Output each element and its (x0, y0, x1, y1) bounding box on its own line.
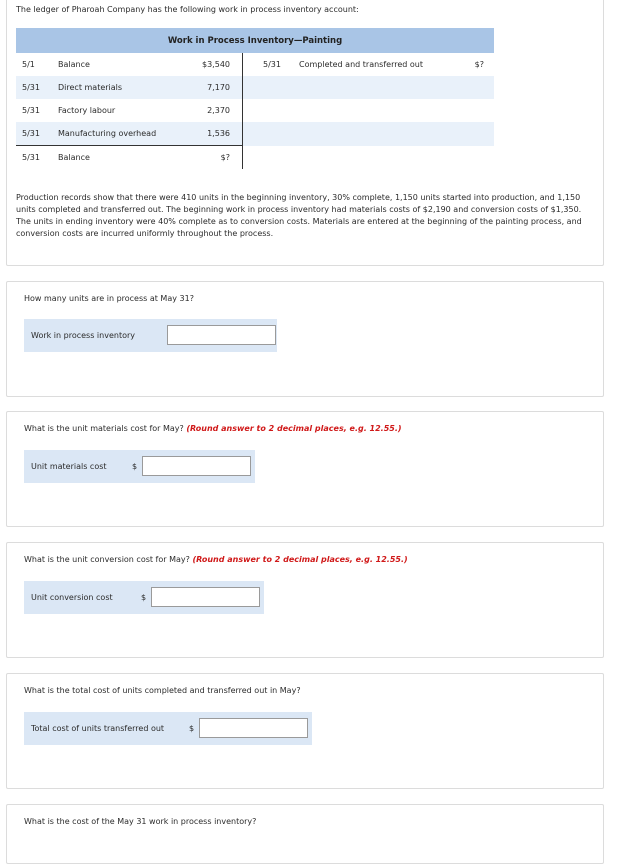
question-prompt: What is the total cost of units completed and transferred out in May? (24, 686, 301, 695)
debit-date: 5/1 (22, 60, 35, 69)
credit-date (243, 76, 299, 99)
credit-amount: $? (474, 60, 484, 69)
debit-desc: Factory labour (58, 106, 116, 115)
debit-desc: Balance (58, 146, 178, 170)
debit-amount: $3,540 (202, 60, 230, 69)
question-text (24, 686, 301, 695)
unit-materials-cost-input[interactable] (142, 456, 251, 476)
debit-amount: 1,536 (178, 122, 243, 146)
debit-desc: Balance (58, 60, 90, 69)
question-text (24, 424, 402, 433)
intro-title: The ledger of Pharoah Company has the following work in process inventory account: (16, 5, 359, 14)
question-prompt: What is the cost of the May 31 work in process inventory? (24, 817, 257, 826)
question-card-ending-wip-cost (6, 804, 604, 864)
credit-desc (299, 146, 449, 170)
dollar-sign: $ (141, 593, 147, 602)
credit-desc (299, 122, 449, 146)
debit-desc: Direct materials (58, 76, 178, 99)
wip-units-input[interactable] (167, 325, 276, 345)
credit-amount (449, 76, 494, 99)
t-account-row (16, 99, 494, 122)
question-card-total-cost-transferred (6, 673, 604, 789)
debit-amount: 2,370 (207, 106, 230, 115)
credit-amount (449, 146, 494, 170)
t-account-balance-row (16, 146, 494, 170)
question-prompt: How many units are in process at May 31? (24, 294, 194, 303)
debit-date: 5/31 (16, 122, 58, 146)
t-account-row (16, 53, 494, 76)
dollar-sign: $ (132, 462, 138, 471)
t-account-table (16, 28, 494, 169)
answer-row (24, 581, 264, 614)
credit-amount (449, 99, 494, 122)
answer-label: Unit conversion cost (31, 593, 113, 602)
dollar-sign: $ (189, 724, 195, 733)
question-prompt: What is the unit materials cost for May? (24, 424, 187, 433)
question-text (24, 817, 256, 826)
question-card-unit-materials-cost (6, 411, 604, 527)
credit-date: 5/31 (263, 60, 281, 69)
debit-date: 5/31 (16, 146, 58, 170)
total-cost-transferred-input[interactable] (199, 718, 308, 738)
unit-conversion-cost-input[interactable] (151, 587, 260, 607)
question-hint: (Round answer to 2 decimal places, e.g. 12.55.) (192, 555, 408, 564)
production-records-paragraph: Production records show that there were 410 units in the beginning inventory, 30% complete, 1,150 units started into production, and 1,150 units completed and transferred out. The beginning work in process inventory had materials costs of $2,190 and conversion costs of $1,350. The units in ending inventory were 40% complete as to conversion costs. Materials are entered at the beginning of the painting process, and conversion costs are incurred uniformly throughout the process. (16, 193, 582, 238)
credit-date (243, 99, 299, 122)
credit-amount (449, 122, 494, 146)
credit-date (243, 146, 299, 170)
answer-row (24, 319, 277, 352)
question-card-unit-conversion-cost (6, 542, 604, 658)
debit-amount: 7,170 (178, 76, 243, 99)
question-text (24, 294, 194, 303)
question-text (24, 555, 408, 564)
credit-desc: Completed and transferred out (299, 60, 423, 69)
credit-date (243, 122, 299, 146)
debit-amount: $? (178, 146, 243, 170)
t-account-row (16, 76, 494, 99)
question-prompt: What is the unit conversion cost for May? (24, 555, 193, 564)
answer-label: Total cost of units transferred out (31, 724, 165, 733)
question-hint: (Round answer to 2 decimal places, e.g. 12.55.) (186, 424, 402, 433)
answer-label: Unit materials cost (31, 462, 107, 471)
debit-desc: Manufacturing overhead (58, 122, 178, 146)
problem-intro-card (6, 0, 604, 266)
debit-date: 5/31 (16, 76, 58, 99)
question-card-units-in-process (6, 281, 604, 397)
t-account-row (16, 122, 494, 146)
credit-desc (299, 76, 449, 99)
credit-desc (299, 99, 449, 122)
t-account-title: Work in Process Inventory—Painting (16, 28, 494, 53)
answer-row (24, 712, 312, 745)
answer-row (24, 450, 255, 483)
answer-label: Work in process inventory (31, 331, 135, 340)
debit-date: 5/31 (22, 106, 40, 115)
